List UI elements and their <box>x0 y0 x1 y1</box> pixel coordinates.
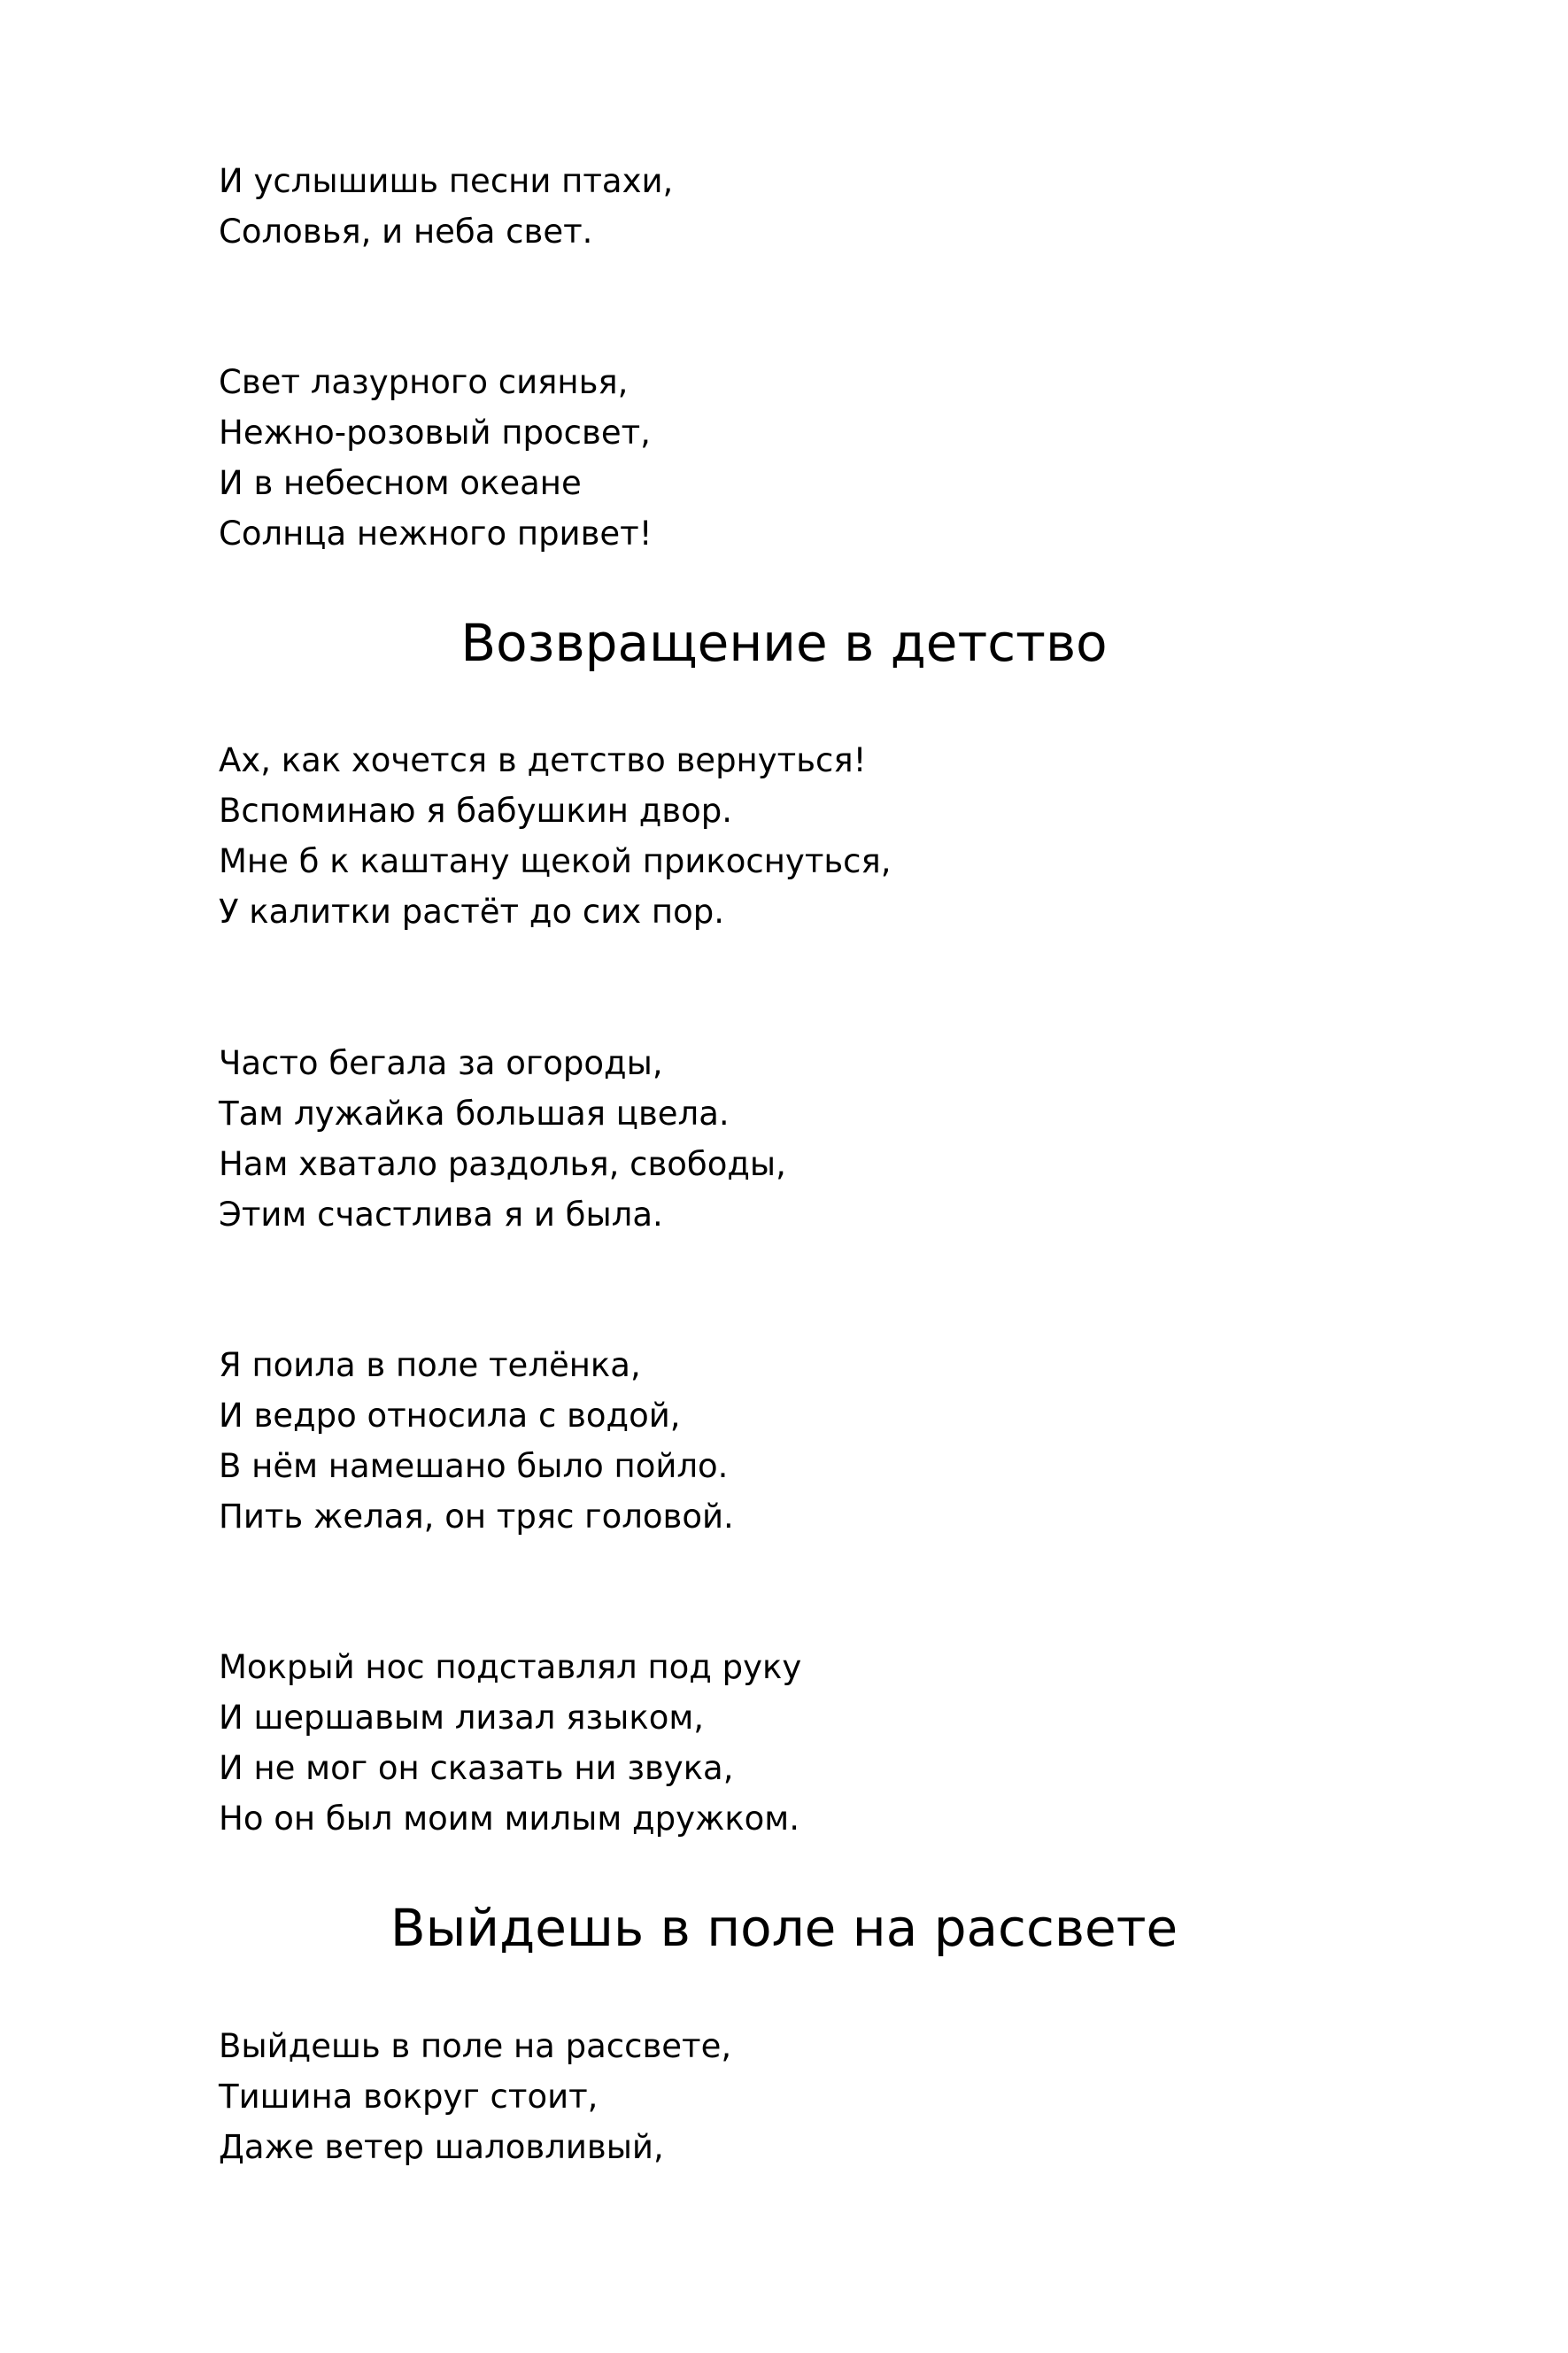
poem-line: И услышишь песни птахи, <box>219 162 674 200</box>
poem-line: Свет лазурного сиянья, <box>219 363 629 401</box>
stanza-3 <box>219 735 892 937</box>
poem-line: И в небесном океане <box>219 464 582 502</box>
stanza-1 <box>219 156 673 257</box>
poem-line: Солнца нежного привет! <box>219 515 653 553</box>
poem-line: Я поила в поле телёнка, <box>219 1346 641 1384</box>
poem-line: Этим счастлива я и была. <box>219 1196 663 1234</box>
poem-line: Ах, как хочется в детство вернуться! <box>219 741 867 779</box>
poem-title-1: Возвращение в детство <box>460 613 1108 673</box>
stanza-6 <box>219 1642 801 1844</box>
poem-line: Нам хватало раздолья, свободы, <box>219 1145 786 1183</box>
poem-line: И ведро относила с водой, <box>219 1397 681 1435</box>
poem-line: Выйдешь в поле на рассвете, <box>219 2027 732 2065</box>
stanza-5 <box>219 1340 734 1542</box>
poem-line: Даже ветер шаловливый, <box>219 2128 664 2166</box>
poem-line: Мне б к каштану щекой прикоснуться, <box>219 842 892 880</box>
poem-line: Тишина вокруг стоит, <box>219 2078 599 2116</box>
poem-line: В нём намешано было пойло. <box>219 1447 729 1485</box>
poem-line: Мокрый нос подставлял под руку <box>219 1648 802 1686</box>
poem-line: И не мог он сказать ни звука, <box>219 1749 734 1787</box>
poem-line: Вспоминаю я бабушкин двор. <box>219 792 732 830</box>
poem-title-2: Выйдешь в поле на рассвете <box>390 1898 1178 1958</box>
poem-line: Но он был моим милым дружком. <box>219 1800 799 1838</box>
poem-line: И шершавым лизал языком, <box>219 1699 705 1737</box>
poem-line: Там лужайка большая цвела. <box>219 1095 730 1133</box>
stanza-4 <box>219 1038 786 1240</box>
poem-line: У калитки растёт до сих пор. <box>219 893 724 931</box>
poem-line: Часто бегала за огороды, <box>219 1044 663 1082</box>
stanza-2 <box>219 357 653 559</box>
poem-line: Соловья, и неба свет. <box>219 213 593 251</box>
stanza-7 <box>219 2021 731 2172</box>
poem-line: Нежно-розовый просвет, <box>219 414 651 452</box>
poem-line: Пить желая, он тряс головой. <box>219 1498 734 1536</box>
